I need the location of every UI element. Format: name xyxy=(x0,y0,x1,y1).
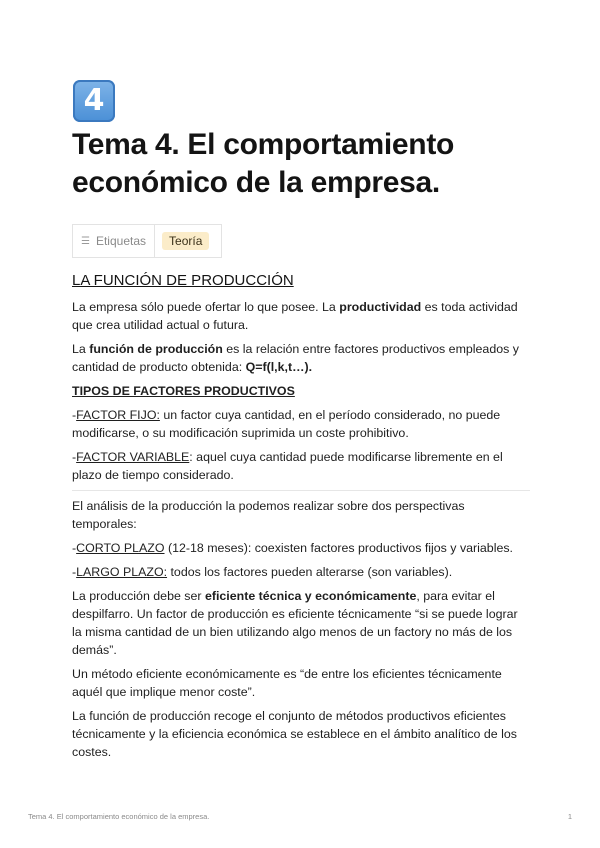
footer-title: Tema 4. El comportamiento económico de la empresa. xyxy=(28,812,210,821)
text: La producción debe ser xyxy=(72,589,205,603)
paragraph-corto-plazo xyxy=(72,539,530,557)
text: : aquel cuya cantidad puede modificarse libremente en el plazo de tiempo considerado. xyxy=(72,450,503,482)
text: es toda actividad que crea utilidad actual o futura. xyxy=(72,300,518,332)
icon-glyph: 4 xyxy=(83,83,105,118)
paragraph-eficiencia xyxy=(72,587,530,659)
paragraph-factor-fijo xyxy=(72,406,530,442)
divider xyxy=(72,490,530,491)
list-icon: ☰ xyxy=(81,235,90,247)
dash: - xyxy=(72,408,77,422)
bold-term: productividad xyxy=(339,300,422,314)
term: LARGO PLAZO: xyxy=(76,565,168,579)
text: (12-18 meses): coexisten factores productivos fijos y variables. xyxy=(164,541,513,555)
dash: - xyxy=(72,565,77,579)
document-body xyxy=(72,270,530,767)
paragraph-factor-variable xyxy=(72,448,530,484)
properties-row xyxy=(72,224,222,258)
dash: - xyxy=(72,541,77,555)
subheading: TIPOS DE FACTORES PRODUCTIVOS xyxy=(72,384,295,398)
paragraph-perspectivas: El análisis de la producción la podemos realizar sobre dos perspectivas temporales: xyxy=(72,499,465,531)
text: La xyxy=(72,342,90,356)
page-title: Tema 4. El comportamiento económico de la empresa. xyxy=(72,128,455,199)
page-number: 1 xyxy=(567,812,572,821)
number-four-icon xyxy=(73,80,115,122)
bold-term: función de producción xyxy=(89,342,223,356)
dash: - xyxy=(72,450,77,464)
property-key-label: Etiquetas xyxy=(95,234,147,248)
bold-term: eficiente técnica y económicamente xyxy=(204,589,417,603)
term: CORTO PLAZO xyxy=(76,541,165,555)
section-heading: LA FUNCIÓN DE PRODUCCIÓN xyxy=(72,272,294,289)
tag-badge[interactable]: Teoría xyxy=(162,232,209,250)
term: FACTOR FIJO: xyxy=(76,408,160,422)
text: La empresa sólo puede ofertar lo que posee. La xyxy=(72,300,340,314)
property-key xyxy=(73,225,155,257)
paragraph-funcion xyxy=(72,340,530,376)
text: un factor cuya cantidad, en el período considerado, no puede modificarse, o su modificación suprimida un coste prohibitivo. xyxy=(72,408,501,440)
paragraph-productividad xyxy=(72,298,530,334)
text: todos los factores pueden alterarse (son variables). xyxy=(167,565,453,579)
text: es la relación entre factores productivos empleados y cantidad de producto obtenida: xyxy=(72,342,519,374)
text: , para evitar el despilfarro. Un factor de producción es eficiente técnicamente “si se puede lograr la misma cantidad de un bien utilizando algo menos de un factory no más de los demás”. xyxy=(72,589,518,657)
term: FACTOR VARIABLE xyxy=(76,450,190,464)
paragraph-largo-plazo xyxy=(72,563,530,581)
formula: Q=f(l,k,t…). xyxy=(245,360,313,374)
paragraph-metodo-eficiente: Un método eficiente económicamente es “de entre los eficientes técnicamente aquél que implique menor coste”. xyxy=(72,667,502,699)
paragraph-funcion-recoge: La función de producción recoge el conjunto de métodos productivos eficientes técnicamente y la eficiencia económica se establece en el ámbito analítico de los costes. xyxy=(72,709,517,759)
page-footer xyxy=(28,812,572,821)
